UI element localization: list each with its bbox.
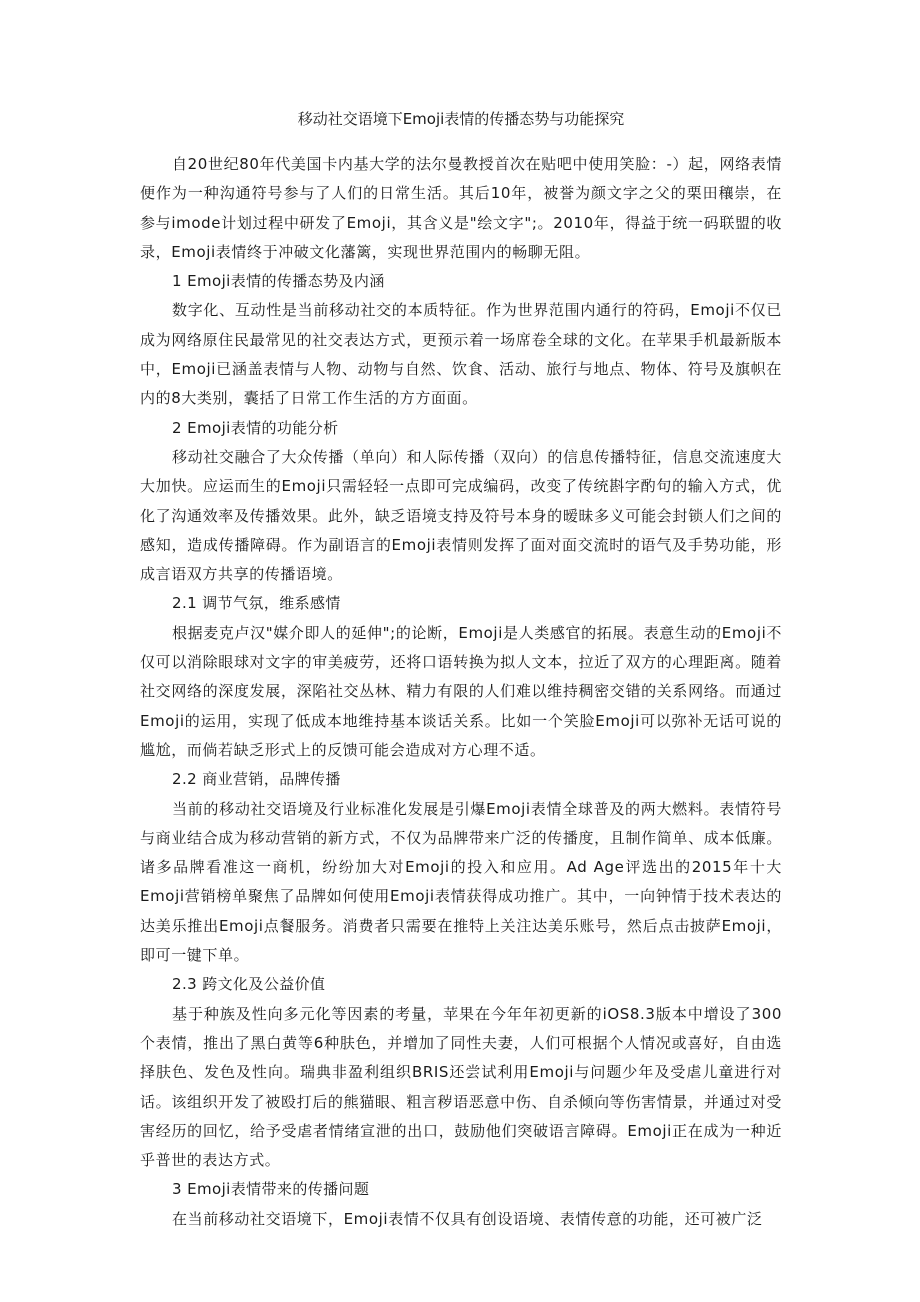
document-page xyxy=(140,108,782,1234)
section-heading-3: 3 Emoji表情带来的传播问题 xyxy=(172,1180,370,1199)
paragraph-section-2-3: 基于种族及性向多元化等因素的考量，苹果在今年年初更新的iOS8.3版本中增设了300个表情，推出了黑白黄等6种肤色，并增加了同性夫妻，人们可根据个人情况或喜好，自由选择肤色、发色及性向。瑞典非盈利组织BRIS还尝试利用Emoji与问题少年及受虐儿童进行对话。该组织开发了被殴打后的熊猫眼、粗言秽语恶意中伤、自杀倾向等伤害情景，并通过对受害经历的回忆，给予受虐者情绪宣泄的出口，鼓励他们突破语言障碍。Emoji正在成为一种近乎普世的表达方式。 xyxy=(140,1004,782,1170)
section-heading-2: 2 Emoji表情的功能分析 xyxy=(172,418,339,437)
section-heading-2-1: 2.1 调节气氛，维系感情 xyxy=(172,594,341,613)
section-heading-1: 1 Emoji表情的传播态势及内涵 xyxy=(172,272,385,291)
paragraph-section-1: 数字化、互动性是当前移动社交的本质特征。作为世界范围内通行的符码，Emoji不仅已成为网络原住民最常见的社交表达方式，更预示着一场席卷全球的文化。在苹果手机最新版本中，Emoji已涵盖表情与人物、动物与自然、饮食、活动、旅行与地点、物体、符号及旗帜在内的8大类别，囊括了日常工作生活的方方面面。 xyxy=(140,301,782,408)
paragraph-section-3: 在当前移动社交语境下，Emoji表情不仅具有创设语境、表情传意的功能，还可被广泛 xyxy=(172,1209,763,1228)
paragraph-section-2-1: 根据麦克卢汉"媒介即人的延伸";的论断，Emoji是人类感官的拓展。表意生动的Emoji不仅可以消除眼球对文字的审美疲劳，还将口语转换为拟人文本，拉近了双方的心理距离。随着社交网络的深度发展，深陷社交丛林、精力有限的人们难以维持稠密交错的关系网络。而通过Emoji的运用，实现了低成本地维持基本谈话关系。比如一个笑脸Emoji可以弥补无话可说的尴尬，而倘若缺乏形式上的反馈可能会造成对方心理不适。 xyxy=(140,623,782,759)
paragraph-section-2-2: 当前的移动社交语境及行业标准化发展是引爆Emoji表情全球普及的两大燃料。表情符号与商业结合成为移动营销的新方式，不仅为品牌带来广泛的传播度，且制作简单、成本低廉。诸多品牌看准这一商机，纷纷加大对Emoji的投入和应用。Ad Age评选出的2015年十大Emoji营销榜单聚焦了品牌如何使用Emoji表情获得成功推广。其中，一向钟情于技术表达的达美乐推出Emoji点餐服务。消费者只需要在推特上关注达美乐账号，然后点击披萨Emoji，即可一键下单。 xyxy=(140,799,782,965)
section-heading-2-3: 2.3 跨文化及公益价值 xyxy=(172,975,326,994)
paragraph-intro: 自20世纪80年代美国卡内基大学的法尔曼教授首次在贴吧中使用笑脸：-）起，网络表情便作为一种沟通符号参与了人们的日常生活。其后10年，被誉为颜文字之父的栗田穰崇，在参与imode计划过程中研发了Emoji，其含义是"绘文字";。2010年，得益于统一码联盟的收录，Emoji表情终于冲破文化藩篱，实现世界范围内的畅聊无阻。 xyxy=(140,155,782,261)
document-title: 移动社交语境下Emoji表情的传播态势与功能探究 xyxy=(297,110,625,128)
paragraph-section-2: 移动社交融合了大众传播（单向）和人际传播（双向）的信息传播特征，信息交流速度大大加快。应运而生的Emoji只需轻轻一点即可完成编码，改变了传统斟字酌句的输入方式，优化了沟通效率及传播效果。此外，缺乏语境支持及符号本身的暧昧多义可能会封锁人们之间的感知，造成传播障碍。作为副语言的Emoji表情则发挥了面对面交流时的语气及手势功能，形成言语双方共享的传播语境。 xyxy=(140,447,782,584)
section-heading-2-2: 2.2 商业营销，品牌传播 xyxy=(172,770,341,789)
